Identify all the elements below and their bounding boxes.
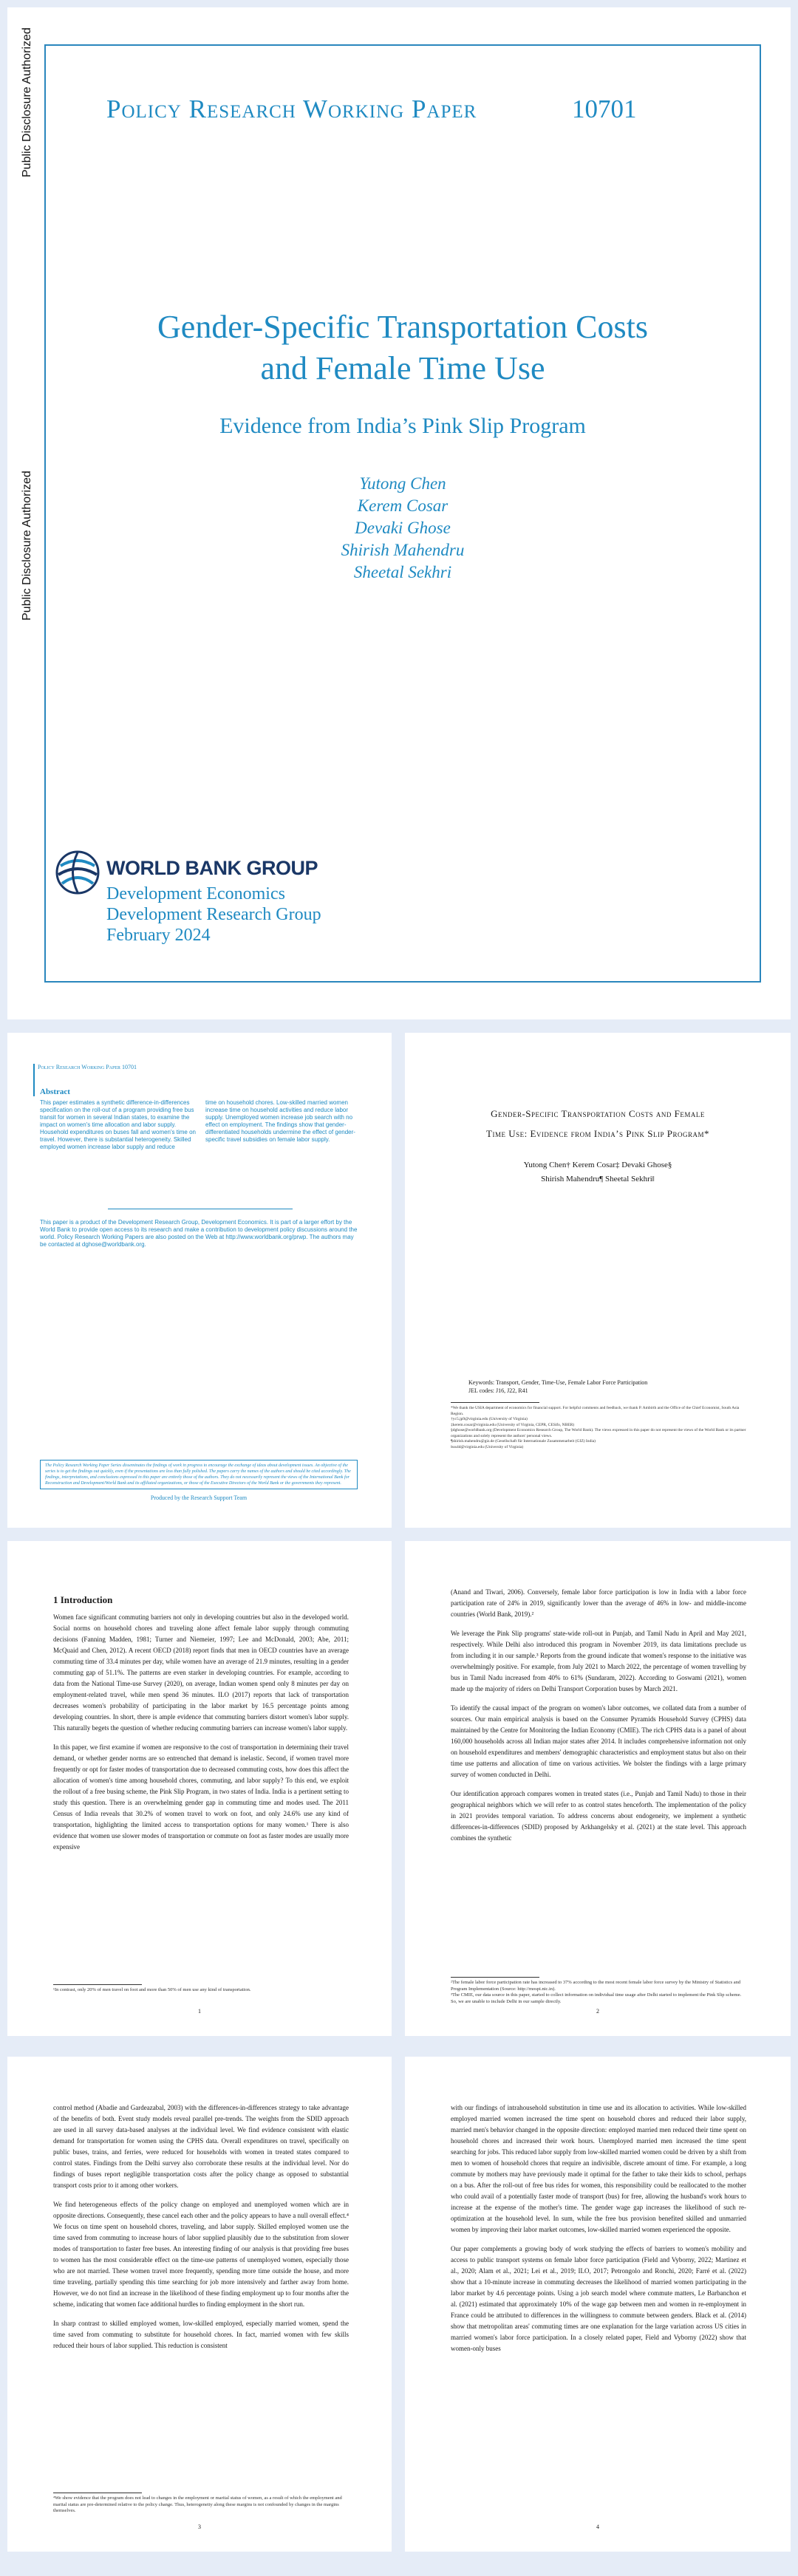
section-heading: 1 Introduction: [53, 1594, 113, 1605]
paper-title-line2: and Female Time Use: [260, 350, 545, 386]
authors-line: Shirish Mahendru¶ Sheetal Sekhri‖: [541, 1175, 655, 1183]
abstract-column-1: This paper estimates a synthetic difference-in-differences specification on the roll-out of a program providing free bus transit for women in several Indian states, to examine the impact on women's time allocation and labor supply. Household expenditures on buses fall and women's time on travel. However, there is substantial heterogeneity. Skilled employed women increase labor supply and reduce: [40, 1099, 196, 1150]
title-footnotes: [451, 1406, 746, 1450]
paragraph: We find heterogeneous effects of the policy change on employed and unemployed women which are in opposite directions. Consequently, these cancel each other and the policy appears to have a null overall effect.⁴ We focus on time spent on household chores, traveling, and labor supply. Skilled employed women use the time saved from commuting to increase hours of labor supplied plausibly due to the substitution from slower modes of transportation to faster free buses. An interesting finding of our analysis is that providing free buses to women has the most considerable effect on the time-use patterns of unemployed women, especially those who are not married. These women travel more frequently, spending more time outside the house, and more time traveling, partially spending this time searching for job more intensively and farther away from home. However, we do not find an increase in the likelihood of these finding employment up to four months after the scheme, indicating that women face additional hurdles to finding employment in the short run.: [53, 2201, 349, 2308]
abstract-page: [7, 1033, 392, 1528]
disclosure-label-bottom: Public Disclosure Authorized: [21, 471, 33, 621]
body-page-1: [7, 1541, 392, 2036]
body-page-4: [405, 2057, 791, 2552]
footnote-rule: [451, 1977, 539, 1978]
footnote: ‖sss4d@virginia.edu (University of Virginia): [451, 1444, 524, 1449]
footnote: ¹In contrast, only 20% of men travel on foot and more than 50% of men use any kind of transportation.: [53, 1987, 251, 1992]
body-page-2: [405, 1541, 791, 2036]
abstract-column-2: time on household chores. Low-skilled married women increase time on household activities and reduce labor supply. Unemployed women increase job search with no effect on employment. The findings show that gender-differentiated households undermine the effect of gender-specific travel subsidies on female labor supply.: [205, 1099, 355, 1143]
disclosure-label-top: Public Disclosure Authorized: [21, 27, 33, 177]
page-number: 3: [198, 2524, 201, 2530]
title-page: [405, 1033, 791, 1528]
page-number: 2: [596, 2008, 599, 2015]
page-number: 4: [596, 2524, 599, 2530]
title-line: Gender-Specific Transportation Costs and Female: [491, 1108, 705, 1119]
footnote: ¶shirish.mahendru@giz.de (Gesellschaft für Internationale Zusammenarbeit (GIZ) India): [451, 1439, 596, 1444]
abstract-heading: Abstract: [40, 1087, 70, 1096]
footnote: *We thank the USIA department of economics for financial support. For helpful comments and feedback, we thank P. Ambirth and the Office of the Chief Economist, South Asia Region.: [451, 1406, 740, 1416]
paragraph: In sharp contrast to skilled employed women, low-skilled employed, especially married women, spend the time saved from commuting to substitute for household chores. In fact, married women with few skills reduced their hours of labor supplied. This reduction is consistent: [53, 2320, 349, 2349]
body-page-3: [7, 2057, 392, 2552]
produced-by: Produced by the Research Support Team: [150, 1494, 248, 1501]
org-name: WORLD BANK GROUP: [106, 857, 318, 879]
paper-title: [427, 1104, 768, 1144]
paragraph: In this paper, we first examine if women are responsive to the cost of transportation in determining their travel demand, or whether gender norms are so entrenched that demand is inelastic. Second, if women travel more frequently or opt for faster modes of transportation due to decreased commuting costs, how does this affect the allocation of women's time among household chores, commuting, and labor supply? To this end, we exploit the rollout of a free busing scheme, the Pink Slip Program, in two states of India. India is a pertinent setting to study this question. There is an overwhelming gender gap in commuting time and modes used. The 2011 Census of India reveals that 30.2% of women travel to work on foot, and only 24.6% use any kind of transportation, highlighting the limited access to transportation options for many women.¹ There is also evidence that women use slower modes of transportation or commute on foot as faster modes are usually more expensive: [53, 1743, 349, 1851]
paper-title: [52, 307, 754, 389]
department-block: [106, 884, 321, 946]
paper-number: 10701: [572, 95, 637, 123]
author-name: Devaki Ghose: [355, 519, 451, 537]
keywords-block: [468, 1378, 727, 1395]
footnote-rule: [53, 1984, 142, 1985]
cover-page: [7, 7, 791, 1019]
series-header: Policy Research Working Paper 10701: [33, 1064, 137, 1096]
world-bank-globe-icon: [55, 850, 100, 895]
body-text: [451, 1587, 746, 1852]
paragraph: To identify the causal impact of the program on women's labor outcomes, we collated data from a number of sources. Our main empirical analysis is based on the Consumer Pyramids Household Survey (CPHS) data maintained by the Centre for Monitoring the Indian Economy (CMIE). The rich CPHS data is a panel of about 160,000 households across all Indian major states after 2014. It includes comprehensive information not only on household expenditures and members' demographic characteristics and employment status but also on their time use patterns and allocation of time on various activities. We bolster the findings with a large primary survey of women conducted in Delhi.: [451, 1704, 746, 1778]
authors-line: Yutong Chen† Kerem Cosar‡ Devaki Ghose§: [523, 1161, 672, 1169]
paper-subtitle: Evidence from India’s Pink Slip Program: [219, 414, 586, 438]
footnote: §dghose@worldbank.org (Development Economics Research Group, The World Bank). The views expressed in this paper do not represent the views of the World Bank or its partner organizations and solely represent the authors' personal views.: [451, 1428, 746, 1438]
title-line: Time Use: Evidence from India’s Pink Slip Program*: [486, 1128, 709, 1139]
paragraph: Our identification approach compares women in treated states (i.e., Punjab and Tamil Nadu) to those in their geographical neighbors which we will refer to as control states henceforth. The implementation of the policy in 2021 provides temporal variation. To address concerns about endogeneity, we implement a synthetic differences-in-differences (SDID) proposed by Arkhangelsky et al. (2021) at the state level. This approach combines the synthetic: [451, 1790, 746, 1842]
publication-date: February 2024: [106, 926, 211, 945]
author-list: [52, 473, 754, 584]
author-name: Yutong Chen: [359, 474, 446, 493]
paragraph: with our findings of intrahousehold substitution in time use and its allocation to activities. While low-skilled employed married women increased the time spent on household chores and reduced their labor supply, married men's behavior changed in the opposite direction: employed married men reduced their time spent on household chores and increased their work hours. Unemployed married men increased the time spent searching for jobs. This reduced labor supply from low-skilled married women could be driven by a shift from men to women of household chores that require an indivisible, discrete amount of time. For example, a long commute by mothers may have previously made it optimal for the father to take their kids to school, perhaps on a bus. After the roll-out of free bus rides for women, this responsibility could be reallocated to the mother who could avail of a potentially faster mode of transport (bus) for free, allowing the husband's work hours to increase at the expense of the mother's time. The gender wage gap increases the likelihood of such re-optimization at the household level. In sum, while the free bus provision benefited skilled and unmarried women by improving their labor market outcomes, low-skilled married women experienced the opposite.: [451, 2104, 746, 2233]
footnote: ⁴We show evidence that the program does not lead to changes in the employment or marital status of women, as a result of which the employment and marital status are pre-determined relative to the policy change. Thus, heterogeneity along these margins is not confounded by changes in the margins themselves.: [53, 2495, 342, 2513]
author-name: Kerem Cosar: [357, 496, 449, 515]
author-name: Shirish Mahendru: [341, 541, 465, 559]
body-text: [53, 2102, 349, 2360]
footnote: ³The CMIE, our data source in this paper, started to collect information on individual time usage after Delhi started to implement the Pink Slip scheme. So, we are unable to include Delhi in our sample directly.: [451, 1992, 742, 2004]
paragraph: Women face significant commuting barriers not only in developing countries but also in the developed world. Social norms on household chores and traveling alone affect female labor supply through commuting decisions (Fanning Madden, 1981; Turner and Niemeier, 1997; Lee and McDonald, 2003; Abe, 2011; McQuaid and Chen, 2012). A recent OECD (2018) report finds that men in OECD countries have an average commuting time of 33.4 minutes per day, while women have an average of 21.9 minutes, resulting in a gender commuting gap of 51.1%. The patterns are even starker in developing countries. For example, according to data from the National Time-use Survey (2020), on average, Indian women spend only 8 minutes per day on employment-related travel, while men spend 36 minutes. ILO (2017) reports that lack of transportation decreases women's probability of participating in the labor market by 16.5 percentage points among developing countries. In short, there is ample evidence that commuting barriers distort women's labor supply. This naturally begets the question of whether reducing commuting barriers can increase women's labor supply.: [53, 1613, 349, 1732]
author-name: Sheetal Sekhri: [353, 563, 452, 581]
footnote: ²The female labor force participation rate has increased to 37% according to the most recent female labor force survey by the Ministry of Statistics and Program Implementation (Source: http://mospi.nic.in).: [451, 1980, 741, 1992]
series-disclaimer-box: The Policy Research Working Paper Series disseminates the findings of work in progress to encourage the exchange of ideas about development issues. An objective of the series is to get the findings out quickly, even if the presentations are less than fully polished. The papers carry the names of the authors and should be cited accordingly. The findings, interpretations, and conclusions expressed in this paper are entirely those of the authors. They do not necessarily represent the views of the International Bank for Reconstruction and Development/World Bank and its affiliated organizations, or those of the Executive Directors of the World Bank or the governments they represent.: [40, 1460, 358, 1489]
paragraph: (Anand and Tiwari, 2006). Conversely, female labor force participation is low in India with a labor force participation rate of 24% in 2019, significantly lower than the average of 46% in low- and middle-income countries (World Bank, 2019).²: [451, 1588, 746, 1618]
author-block: [427, 1158, 768, 1186]
paragraph: We leverage the Pink Slip programs' state-wide roll-out in Punjab, and Tamil Nadu in April and May 2021, respectively. While Delhi also introduced this program in November 2019, its data limitations preclude us from including it in our sample.³ Reports from the ground indicate that women's response to the initiative was overwhelmingly positive. For example, from July 2021 to March 2022, the percentage of women travelling by bus in Tamil Nadu increased from 40% to 61% (Sundaram, 2022). According to Goswami (2021), women made up the majority of riders on Delhi Transport Corporation buses by March 2021.: [451, 1630, 746, 1692]
department-line: Development Research Group: [106, 905, 321, 924]
body-text: [53, 1612, 349, 1861]
body-text: [451, 2102, 746, 2363]
footnote-rule: [451, 1402, 539, 1403]
product-note: This paper is a product of the Development Research Group, Development Economics. It is part of a larger effort by the World Bank to provide open access to its research and make a contribution to development policy discussions around the world. Policy Research Working Papers are also posted on the Web at http://www.worldbank.org/prwp. The authors may be contacted at dghose@worldbank.org.: [40, 1219, 358, 1248]
keywords: Keywords: Transport, Gender, Time-Use, Female Labor Force Participation: [468, 1379, 648, 1386]
jel-codes: JEL codes: J16, J22, R41: [468, 1387, 528, 1394]
footnotes: [451, 1980, 746, 2005]
paragraph: Our paper complements a growing body of work studying the effects of barriers to women's mobility and access to public transport systems on female labor force participation (Field and Vyborny, 2022; Martinez et al., 2020; Alam et al., 2021; Lei et al., 2019; ILO, 2017; Petrongolo and Ronchi, 2020; Farré et al. (2022) show that a 10-minute increase in commuting decreases the likelihood of married women participating in the labor market by 4.6 percentage points. Using a job search model where commute matters, Le Barbanchon et al. (2021) estimated that approximately 10% of the wage gap between men and women in re-employment in France could be attributed to differences in the willingness to commute between genders. Black et al. (2014) show that metropolitan areas' commuting times are one explanation for the large variation across US cities in married women's labor force participation. In a closely related paper, Field and Vyborny (2022) show that women-only buses: [451, 2245, 746, 2352]
paragraph: control method (Abadie and Gardeazabal, 2003) with the differences-in-differences strategy to take advantage of the benefits of both. Event study models reveal parallel pre-trends. The weights from the SDID approach are used in all survey data-based analyses at the individual level. We find evidence consistent with elastic demand for transportation for women using the CPHS data. Overall expenditures on travel, specifically on public buses, trains, and ferries, were reduced for households with women in treated states compared to control states. Findings from the Delhi survey also corroborate these results at the individual level. Nor do findings of buses report negligible transportation costs after the policy change as opposed to substantial transport costs prior to it among other workers.: [53, 2104, 349, 2189]
page-number: 1: [198, 2008, 201, 2015]
department-line: Development Economics: [106, 884, 285, 903]
series-title: Policy Research Working Paper: [106, 95, 477, 123]
footnote: †yc5.jp9@virginia.edu (University of Virginia): [451, 1417, 528, 1421]
paper-title-line1: Gender-Specific Transportation Costs: [157, 309, 648, 345]
footnote: ‡kerem.cosar@virginia.edu (University of Virginia, CEPR, CESifo, NBER): [451, 1422, 575, 1427]
